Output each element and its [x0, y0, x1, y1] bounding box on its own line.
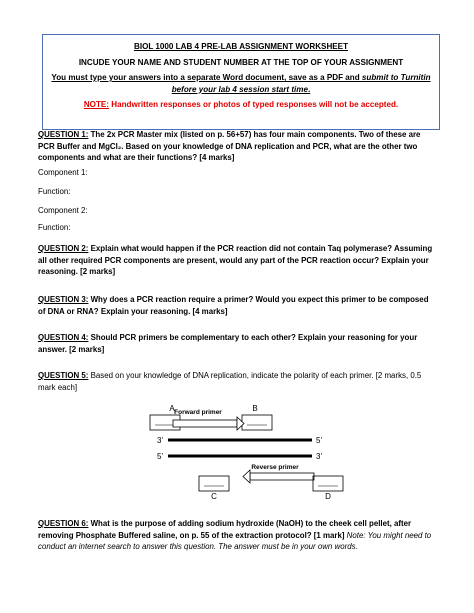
- note-label: NOTE:: [83, 100, 109, 109]
- reverse-primer-arrow-body: [250, 473, 314, 480]
- question-6: [38, 518, 438, 553]
- top-strand-left-end: 3’: [157, 436, 164, 445]
- label-c: C: [211, 492, 217, 501]
- label-b: B: [252, 404, 258, 413]
- forward-primer-arrow-head: [237, 417, 244, 430]
- question-6-text: What is the purpose of adding sodium hydroxide (NaOH) to the cheek cell pellet, after removing Phosphate Buffered saline, on p. 55 of the extraction protocol? [1 mark]: [38, 519, 412, 540]
- component-1-field: Component 1:: [38, 168, 88, 177]
- question-6-label: QUESTION 6:: [38, 519, 89, 528]
- question-5-label: QUESTION 5:: [38, 371, 89, 380]
- reverse-primer-label: Reverse primer: [251, 464, 299, 471]
- note-text: Handwritten responses or photos of typed responses will not be accepted.: [109, 100, 399, 109]
- label-d: D: [325, 492, 331, 501]
- forward-primer-label: Forward primer: [174, 409, 222, 416]
- bottom-strand-left-end: 5’: [157, 452, 164, 461]
- question-3-text: Why does a PCR reaction require a primer? Would you expect this primer to be composed of DNA or RNA? Explain your reasoning. [4 marks]: [38, 295, 429, 316]
- worksheet-title: BIOL 1000 LAB 4 PRE-LAB ASSIGNMENT WORKSHEET: [133, 42, 349, 51]
- question-3-label: QUESTION 3:: [38, 295, 89, 304]
- question-6-note: Note: You might need to conduct an internet search to answer this question. The answer must be in your own words.: [38, 530, 432, 552]
- function-1-field: Function:: [38, 187, 71, 196]
- answer-box-d: [313, 476, 343, 491]
- forward-primer-arrow-body: [173, 420, 237, 427]
- reverse-primer-arrow-head: [243, 470, 250, 483]
- function-2-field: Function:: [38, 223, 71, 232]
- top-strand-right-end: 5’: [316, 436, 323, 445]
- label-a: A: [169, 404, 175, 413]
- component-2-field: Component 2:: [38, 206, 88, 215]
- answer-box-b: [242, 415, 272, 430]
- question-2-label: QUESTION 2:: [38, 244, 89, 253]
- question-4-label: QUESTION 4:: [38, 333, 89, 342]
- question-4-text: Should PCR primers be complementary to each other? Explain your reasoning for your answer. [2 marks]: [38, 333, 418, 354]
- answer-box-c: [199, 476, 229, 491]
- submission-instruction: You must type your answers into a separate Word document, save as a PDF and submit to Turnitin before your lab 4 session start time.: [51, 73, 431, 94]
- question-1-text: The 2x PCR Master mix (listed on p. 56+57) has four main components. Two of these are PCR Buffer and MgCl₂. Based on your knowledge of DNA replication and PCR, what are the other two components and what are their functions? [4 marks]: [38, 130, 421, 163]
- question-2-text: Explain what would happen if the PCR reaction did not contain Taq polymerase? Assuming all other required PCR components are present, would any part of the PCR reaction occur? Explain your reasoning. [2 marks]: [38, 244, 433, 277]
- question-1-label: QUESTION 1:: [38, 130, 89, 139]
- worksheet-subtitle: INCUDE YOUR NAME AND STUDENT NUMBER AT THE TOP OF YOUR ASSIGNMENT: [78, 57, 404, 67]
- question-5-text: Based on your knowledge of DNA replication, indicate the polarity of each primer. [2 marks, 0.5 mark each]: [38, 371, 422, 392]
- bottom-strand-right-end: 3’: [316, 452, 323, 461]
